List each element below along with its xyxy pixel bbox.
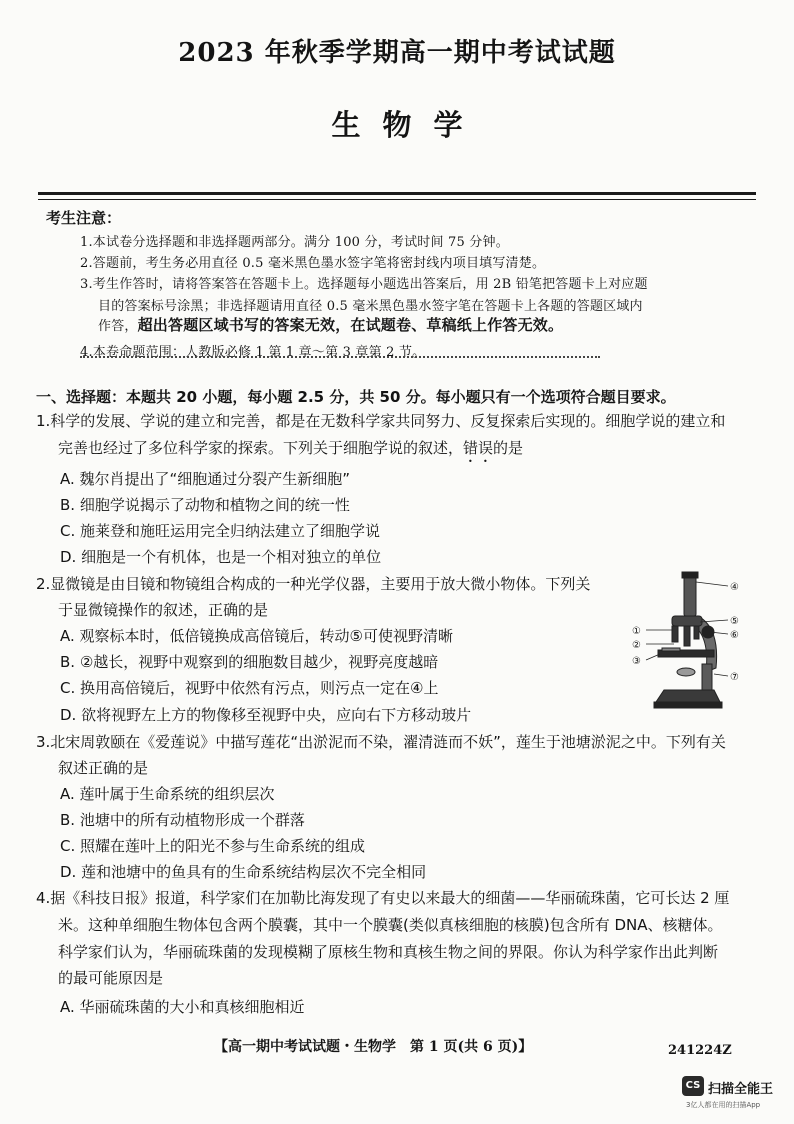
q3-stem: 叙述正确的是 [58, 759, 149, 777]
label-3: ③ [632, 656, 641, 667]
notice-item: 3.考生作答时，请将答案答在答题卡上。选择题每小题选出答案后，用 2B 铅笔把答题卡上对应题 [80, 277, 648, 292]
exam-code: 241224Z [668, 1043, 732, 1058]
page-footer: 【高一期中考试试题・生物学 第 1 页(共 6 页)】 [214, 1039, 533, 1055]
q2-stem: 2.显微镜是由目镜和物镜组合构成的一种光学仪器，主要用于放大微小物体。下列关 [36, 575, 591, 593]
q3-option-b: B. 池塘中的所有动植物形成一个群落 [60, 811, 305, 829]
label-7: ⑦ [730, 672, 739, 683]
q1-stem: 1.科学的发展、学说的建立和完善，都是在无数科学家共同努力、反复探索后实现的。细胞学说的建立和 [36, 412, 726, 430]
microscope-figure [628, 568, 744, 720]
q3-option-a: A. 莲叶属于生命系统的组织层次 [60, 785, 275, 803]
q1-stem [58, 437, 523, 466]
section-heading: 一、选择题：本题共 20 小题，每小题 2.5 分，共 50 分。每小题只有一个选项符合题目要求。 [36, 388, 676, 406]
divider-thick [38, 192, 756, 195]
q1-emphasis: 错误 [463, 439, 494, 457]
q4-stem: 的最可能原因是 [58, 969, 164, 987]
q4-option-a: A. 华丽硫珠菌的大小和真核细胞相近 [60, 998, 305, 1016]
notice-item [98, 314, 563, 335]
notice-item: 目的答案标号涂黑；非选择题请用直径 0.5 毫米黑色墨水签字笔在答题卡上各题的答题区域内 [98, 299, 643, 314]
q4-stem: 米。这种单细胞生物体包含两个膜囊，其中一个膜囊(类似真核细胞的核膜)包含所有 DNA、核糖体。 [58, 916, 723, 934]
label-6: ⑥ [730, 630, 739, 641]
q1-option-c: C. 施莱登和施旺运用完全归纳法建立了细胞学说 [60, 522, 381, 540]
q1-option-b: B. 细胞学说揭示了动物和植物之间的统一性 [60, 496, 350, 514]
q3-stem: 3.北宋周敦颐在《爱莲说》中描写莲花“出淤泥而不染，濯清涟而不妖”，莲生于池塘淤泥之中。下列有关 [36, 733, 726, 751]
q1-option-d: D. 细胞是一个有机体，也是一个相对独立的单位 [60, 548, 382, 566]
notice-item: 4.本卷命题范围：人教版必修 1 第 1 章～第 3 章第 2 节。 [80, 345, 426, 360]
q2-option-d: D. 欲将视野左上方的物像移至视野中央，应向右下方移动玻片 [60, 706, 472, 724]
q1-stem-tail: 的是 [493, 439, 524, 457]
scanner-name: 扫描全能王 [708, 1082, 774, 1097]
label-2: ② [632, 640, 641, 651]
label-4: ④ [730, 582, 739, 593]
notice-item-prefix: 作答， [98, 319, 138, 334]
q3-option-d: D. 莲和池塘中的鱼具有的生命系统结构层次不完全相同 [60, 863, 427, 881]
q1-stem-text: 完善也经过了多位科学家的探索。下列关于细胞学说的叙述， [58, 439, 464, 457]
notice-title: 考生注意： [46, 209, 122, 227]
q3-option-c: C. 照耀在莲叶上的阳光不参与生命系统的组成 [60, 837, 366, 855]
scanner-tagline: 3亿人都在用的扫描App [686, 1101, 761, 1109]
q1-option-a: A. 魏尔肖提出了“细胞通过分裂产生新细胞” [60, 470, 351, 488]
q2-stem: 于显微镜操作的叙述，正确的是 [58, 601, 269, 619]
notice-item: 2.答题前，考生务必用直径 0.5 毫米黑色墨水签字笔将密封线内项目填写清楚。 [80, 256, 546, 271]
scanner-logo-icon: CS [682, 1076, 704, 1096]
q4-stem: 科学家们认为，华丽硫珠菌的发现模糊了原核生物和真核生物之间的界限。你认为科学家作出此判断 [58, 943, 719, 961]
q2-option-c: C. 换用高倍镜后，视野中依然有污点，则污点一定在④上 [60, 679, 439, 697]
label-1: ① [632, 626, 641, 637]
label-5: ⑤ [730, 616, 739, 627]
q2-option-a: A. 观察标本时，低倍镜换成高倍镜后，转动⑤可使视野清晰 [60, 627, 453, 645]
notice-emphasis: 超出答题区域书写的答案无效，在试题卷、草稿纸上作答无效。 [137, 316, 564, 334]
dotted-divider [80, 356, 600, 358]
exam-title: 2023 年秋季学期高一期中考试试题 [178, 38, 616, 68]
divider-thin [38, 199, 756, 200]
q2-option-b: B. ②越长，视野中观察到的细胞数目越少，视野亮度越暗 [60, 653, 439, 671]
q4-stem: 4.据《科技日报》报道，科学家们在加勒比海发现了有史以来最大的细菌——华丽硫珠菌，它可长达 2 厘 [36, 889, 730, 907]
notice-item: 1.本试卷分选择题和非选择题两部分。满分 100 分，考试时间 75 分钟。 [80, 235, 509, 250]
subject-title: 生物学 [331, 108, 485, 142]
